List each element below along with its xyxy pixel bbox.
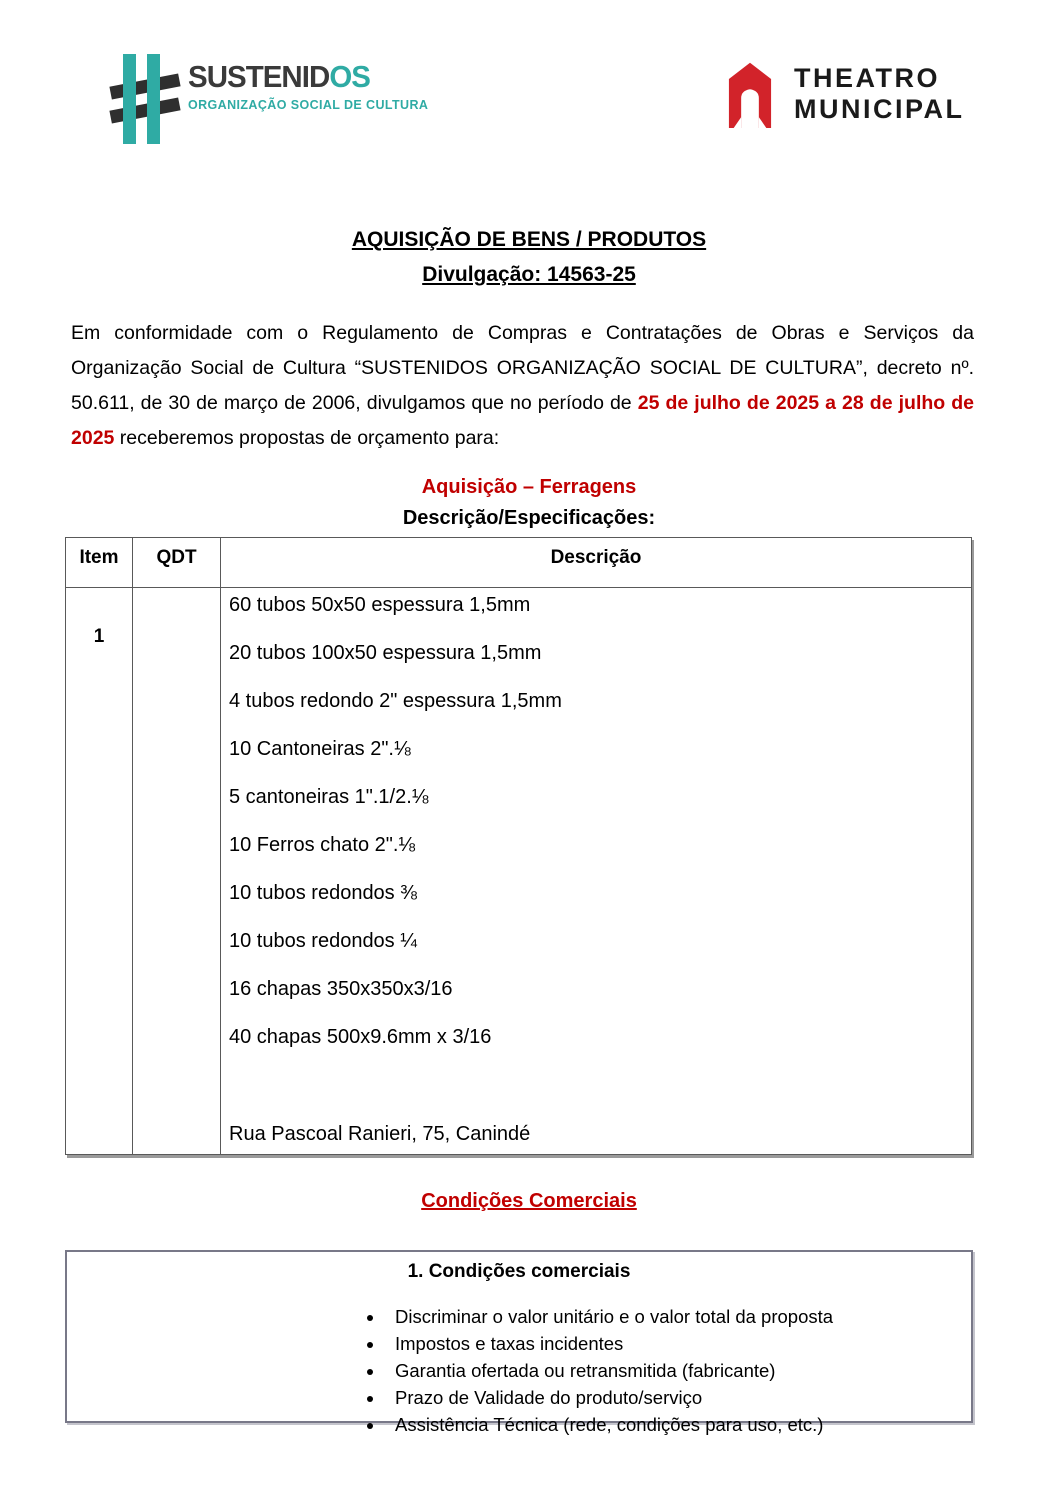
description-line: 4 tubos redondo 2" espessura 1,5mm [229,690,562,712]
cell-item-number: 1 [66,588,133,1155]
description-line: 60 tubos 50x50 espessura 1,5mm [229,594,531,616]
description-line: 10 Cantoneiras 2".⅛ [229,738,411,760]
description-line: 10 tubos redondos ⅜ [229,882,417,904]
hashtag-bar [147,54,160,144]
intro-paragraph [71,316,974,456]
sustenidos-name-teal: OS [329,59,370,94]
sustenidos-name-dark: SUSTENID [188,59,330,94]
theatro-line2: MUNICIPAL [794,94,965,124]
cell-description [221,588,972,1155]
sustenidos-tagline: ORGANIZAÇÃO SOCIAL DE CULTURA [188,98,429,112]
hashtag-bar [109,97,180,123]
table-row [66,588,972,1155]
theatro-arch-icon [718,60,782,128]
acquisition-title: Aquisição – Ferragens [421,476,637,498]
theatro-municipal-text [794,63,965,125]
spec-label: Descrição/Especificações: [402,507,656,529]
intro-text-before: Em conformidade com o Regulamento de Compras e Contratações de Obras e Serviços da Organização Social de Cultura “SUSTENIDOS ORGANIZAÇÃO SOCIAL DE CULTURA”, decreto nº. 50.611, de 30 de março de 2006, divulgamos que no período de [71,322,974,414]
description-line: 5 cantoneiras 1".1/2.⅛ [229,786,429,808]
header-item: Item [66,538,133,588]
description-line: 20 tubos 100x50 espessura 1,5mm [229,642,542,664]
commercial-bullet: • Prazo de Validade do produto/serviço [385,1384,971,1411]
spec-table-header-row [66,538,972,588]
intro-date-range: 25 de julho de 2025 a 28 de julho de 2025 [71,392,974,449]
header-qdt: QDT [133,538,221,588]
document-title: AQUISIÇÃO DE BENS / PRODUTOS [351,228,707,251]
delivery-address: Rua Pascoal Ranieri, 75, Canindé [229,1123,531,1145]
hashtag-icon [116,54,178,144]
commercial-bullet-list [385,1303,971,1438]
commercial-bullet: • Impostos e taxas incidentes [385,1330,971,1357]
document-subtitle: Divulgação: 14563-25 [422,263,636,286]
description-line: 10 tubos redondos ¼ [229,930,417,952]
intro-text-after: receberemos propostas de orçamento para: [114,427,500,449]
commercial-conditions-title: Condições Comerciais [421,1190,637,1212]
sustenidos-logo [116,54,428,144]
theatro-municipal-logo [718,60,965,128]
commercial-bullet: • Garantia ofertada ou retransmitida (fabricante) [385,1357,971,1384]
description-line: 16 chapas 350x350x3/16 [229,978,453,1000]
spec-table [65,537,972,1155]
commercial-box-title: 1. Condições comerciais [407,1261,631,1282]
theatro-line1: THEATRO [794,63,940,93]
commercial-bullet: • Discriminar o valor unitário e o valor total da proposta [385,1303,971,1330]
commercial-conditions-box [65,1250,973,1435]
description-line: 40 chapas 500x9.6mm x 3/16 [229,1026,492,1048]
hashtag-bar [109,73,180,99]
description-lines [229,595,961,1048]
sustenidos-logo-text [188,54,428,112]
commercial-bullet: • Assistência Técnica (rede, condições para uso, etc.) [385,1411,971,1438]
sustenidos-name [188,60,416,94]
header-description: Descrição [221,538,972,588]
cell-qdt [133,588,221,1155]
description-line: 10 Ferros chato 2".⅛ [229,834,416,856]
hashtag-bar [123,54,136,144]
